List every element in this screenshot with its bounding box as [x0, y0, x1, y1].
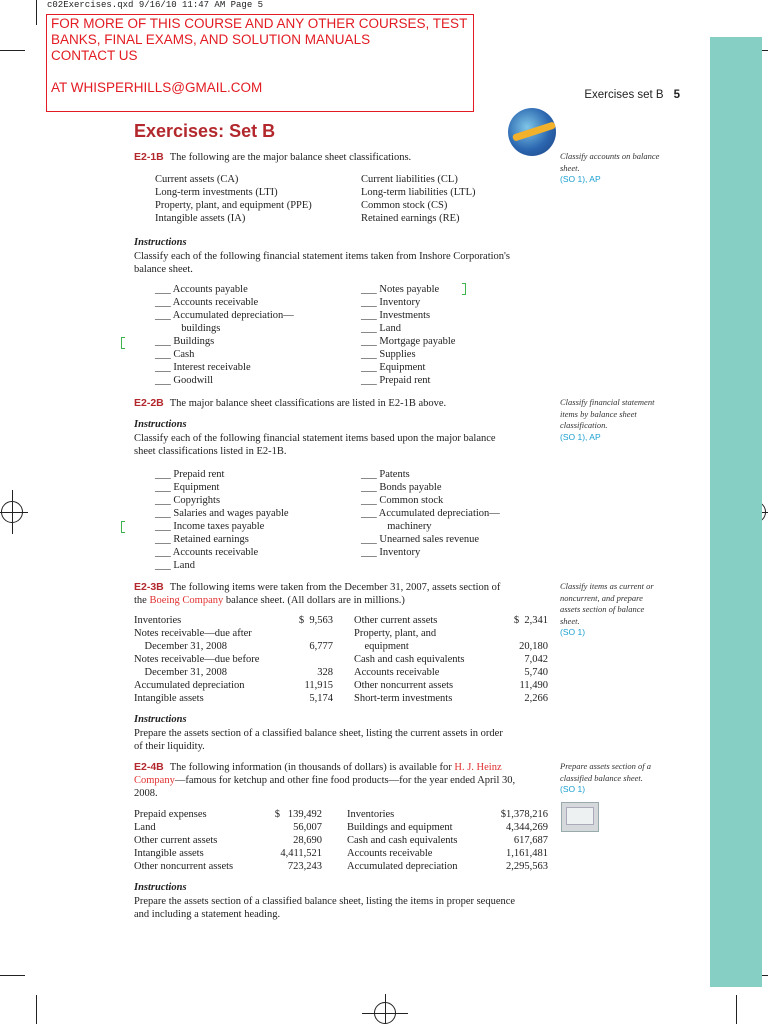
- table-row-label: Notes receivable—due before: [134, 654, 260, 665]
- table-row-label: Notes receivable—due after: [134, 628, 252, 639]
- computer-icon: [561, 802, 599, 832]
- table-row-label: equipment: [354, 641, 409, 652]
- table-row-label: Cash and cash equivalents: [347, 835, 458, 846]
- item-list-right: [361, 283, 455, 387]
- list-item: ___ Salaries and wages payable: [155, 508, 289, 519]
- list-item: ___ Retained earnings: [155, 534, 249, 545]
- edit-bracket-icon: [121, 337, 125, 349]
- instructions-line: Classify each of the following financial statement items based upon the major balance: [134, 433, 496, 444]
- list-item: ___ Notes payable: [361, 284, 440, 295]
- table-row-label: Other current assets: [354, 615, 438, 626]
- intro-text: balance sheet. (All dollars are in millions.): [223, 595, 405, 606]
- instructions-line: of their liquidity.: [134, 741, 205, 752]
- table-row-label: Inventories: [347, 809, 395, 820]
- intro-text: the: [134, 595, 150, 606]
- list-item: ___ Patents: [361, 469, 410, 480]
- crop-mark: [0, 50, 25, 51]
- item-list-left: [155, 283, 294, 387]
- list-item: ___ Accumulated depreciation—: [155, 310, 294, 321]
- list-item: ___ Income taxes payable: [155, 521, 265, 532]
- table-cell-value: $ 139,492: [274, 809, 322, 820]
- list-item: ___ Prepaid rent: [361, 375, 431, 386]
- intro-text: 2008.: [134, 788, 158, 799]
- list-item: ___ Goodwill: [155, 375, 214, 386]
- study-objective-tag: (SO 1), AP: [560, 431, 601, 442]
- list-item: Retained earnings (RE): [361, 213, 460, 224]
- list-item: ___ Accounts receivable: [155, 547, 259, 558]
- table-cell-value: 6,777: [309, 641, 333, 652]
- list-item: Current assets (CA): [155, 174, 239, 185]
- instructions-line: Prepare the assets section of a classified balance sheet, listing the items in proper sequence: [134, 896, 516, 907]
- instructions-line: and including a statement heading.: [134, 909, 281, 920]
- table-row-label: Buildings and equipment: [347, 822, 453, 833]
- page-title: Exercises: Set B: [134, 121, 276, 141]
- promo-line: FOR MORE OF THIS COURSE AND ANY OTHER COURSES, TEST: [51, 16, 468, 31]
- list-item: ___ Bonds payable: [361, 482, 442, 493]
- table-cell-value: 28,690: [293, 835, 322, 846]
- table-cell-value: 5,174: [309, 693, 333, 704]
- instructions-text: [134, 895, 554, 921]
- promo-line: BANKS, FINAL EXAMS, AND SOLUTION MANUALS: [51, 32, 371, 47]
- table-row-label: Accounts receivable: [354, 667, 440, 678]
- instructions-heading: Instructions: [134, 237, 187, 248]
- intro-text: The following are the major balance sheet classifications.: [169, 152, 412, 163]
- classification-list-right: [361, 173, 476, 225]
- list-item: ___ Cash: [155, 349, 195, 360]
- running-head-text: Exercises set B: [584, 89, 664, 101]
- exercise-id: E2-3B: [134, 581, 164, 593]
- crop-mark: [0, 975, 25, 976]
- exercise-intro: [134, 581, 554, 607]
- table-row-label: Intangible assets: [134, 848, 204, 859]
- margin-note-line: Classify items as current or: [560, 581, 654, 591]
- data-table-left-values: [262, 808, 322, 873]
- table-row-label: Short-term investments: [354, 693, 453, 704]
- list-item: ___ Land: [361, 323, 401, 334]
- table-cell-value: 2,295,563: [506, 861, 548, 872]
- list-item: Intangible assets (IA): [155, 213, 246, 224]
- instructions-line: Prepare the assets section of a classified balance sheet, listing the current assets in order: [134, 728, 503, 739]
- classification-list-left: [155, 173, 312, 225]
- table-cell-value: 4,344,269: [506, 822, 548, 833]
- margin-note-line: Prepare assets section of a: [560, 761, 651, 771]
- table-cell-value: $ 9,563: [298, 615, 333, 626]
- table-row-label: Other noncurrent assets: [354, 680, 454, 691]
- table-cell-value: 328: [317, 667, 333, 678]
- instructions-line: sheet classifications listed in E2-1B.: [134, 446, 287, 457]
- list-item: ___ Common stock: [361, 495, 444, 506]
- list-item: ___ Investments: [361, 310, 431, 321]
- list-item: machinery: [361, 521, 432, 532]
- table-cell-value: 617,687: [513, 835, 548, 846]
- instructions-line: Classify each of the following financial statement items taken from Inshore Corporation's: [134, 251, 511, 262]
- margin-note-line: sheet.: [560, 615, 580, 626]
- list-item: ___ Accumulated depreciation—: [361, 508, 500, 519]
- table-row-label: Other noncurrent assets: [134, 861, 234, 872]
- margin-note-line: Classify financial statement: [560, 397, 655, 407]
- margin-note: [560, 397, 678, 443]
- exercise-id: E2-1B: [134, 151, 164, 163]
- table-cell-value: 7,042: [524, 654, 548, 665]
- list-item: ___ Copyrights: [155, 495, 221, 506]
- company-link[interactable]: H. J. Heinz: [454, 762, 502, 773]
- item-list-left: [155, 468, 289, 572]
- margin-note: [560, 151, 678, 186]
- list-item: ___ Unearned sales revenue: [361, 534, 480, 545]
- table-cell-value: [490, 627, 548, 640]
- table-cell-value: $ 2,341: [513, 615, 548, 626]
- margin-note-line: noncurrent, and prepare: [560, 592, 643, 603]
- list-item: ___ Mortgage payable: [361, 336, 456, 347]
- exercise-intro: [134, 397, 554, 410]
- table-cell-value: 11,490: [519, 680, 548, 691]
- table-row-label: December 31, 2008: [134, 641, 228, 652]
- page-side-bar: [710, 37, 762, 987]
- study-objective-tag: (SO 1): [560, 627, 586, 637]
- company-link[interactable]: Boeing Company: [149, 595, 224, 606]
- list-item: ___ Inventory: [361, 297, 421, 308]
- exercise-intro: [134, 761, 554, 800]
- margin-note-line: classified balance sheet.: [560, 772, 643, 783]
- list-item: ___ Accounts payable: [155, 284, 248, 295]
- list-item: Property, plant, and equipment (PPE): [155, 200, 312, 211]
- table-row-label: Prepaid expenses: [134, 809, 207, 820]
- table-row-label: Property, plant, and: [354, 628, 437, 639]
- instructions-heading: Instructions: [134, 714, 187, 725]
- table-cell-value: 11,915: [304, 680, 333, 691]
- crop-mark: [36, 995, 37, 1024]
- table-row-label: December 31, 2008: [134, 667, 228, 678]
- instructions-text: [134, 250, 554, 276]
- exercise-id: E2-4B: [134, 761, 164, 773]
- file-slug: c02Exercises.qxd 9/16/10 11:47 AM Page 5: [47, 0, 264, 10]
- study-objective-tag: (SO 1), AP: [560, 174, 601, 184]
- list-item: Long-term investments (LTI): [155, 187, 278, 198]
- list-item: ___ Equipment: [155, 482, 220, 493]
- instructions-text: [134, 727, 554, 753]
- instructions-text: [134, 432, 554, 458]
- exercise-intro: [134, 151, 554, 164]
- table-row-label: Cash and cash equivalents: [354, 654, 465, 665]
- intro-text: The following items were taken from the December 31, 2007, assets section of: [169, 582, 501, 593]
- list-item: Long-term liabilities (LTL): [361, 187, 476, 198]
- exercise-id: E2-2B: [134, 397, 164, 409]
- table-cell-value: 723,243: [287, 861, 322, 872]
- item-list-right: [361, 468, 500, 559]
- instructions-line: balance sheet.: [134, 264, 193, 275]
- intro-text: The following information (in thousands of dollars) is available for: [169, 762, 455, 773]
- crop-mark: [12, 490, 13, 534]
- edit-bracket-icon: [462, 283, 466, 295]
- list-item: ___ Buildings: [155, 336, 215, 347]
- margin-note-line: assets section of balance: [560, 604, 645, 614]
- list-item: ___ Land: [155, 560, 195, 571]
- instructions-heading: Instructions: [134, 882, 187, 893]
- promo-email: AT WHISPERHILLS@GMAIL.COM: [51, 80, 263, 95]
- running-head: [584, 89, 680, 101]
- table-cell-value: 20,180: [519, 641, 548, 652]
- data-table-right-values: [490, 614, 548, 705]
- list-item: buildings: [155, 323, 221, 334]
- data-table-left-values: [280, 614, 333, 705]
- margin-note: [560, 761, 678, 796]
- margin-note-line: Classify accounts on balance: [560, 151, 660, 161]
- table-cell-value: 56,007: [293, 822, 322, 833]
- margin-note-line: classification.: [560, 420, 608, 430]
- table-cell-value: 4,411,521: [280, 848, 322, 859]
- table-cell-value: [280, 627, 333, 640]
- list-item: ___ Prepaid rent: [155, 469, 225, 480]
- table-cell-value: 1,161,481: [506, 848, 548, 859]
- intro-text: The major balance sheet classifications are listed in E2-1B above.: [169, 398, 447, 409]
- margin-note-line: items by balance sheet: [560, 408, 637, 419]
- list-item: ___ Supplies: [361, 349, 416, 360]
- table-cell-value: 2,266: [524, 693, 548, 704]
- crop-mark: [385, 994, 386, 1024]
- table-cell-value: 5,740: [524, 667, 548, 678]
- table-row-label: Accumulated depreciation: [347, 861, 458, 872]
- list-item: ___ Interest receivable: [155, 362, 251, 373]
- instructions-heading: Instructions: [134, 419, 187, 430]
- margin-note-line: sheet.: [560, 162, 580, 173]
- data-table-right: [347, 808, 497, 873]
- list-item: ___ Accounts receivable: [155, 297, 259, 308]
- page-number: 5: [673, 89, 680, 101]
- crop-mark: [36, 0, 37, 25]
- list-item: Current liabilities (CL): [361, 174, 458, 185]
- table-row-label: Accounts receivable: [347, 848, 433, 859]
- study-objective-tag: (SO 1): [560, 784, 586, 794]
- edit-bracket-icon: [121, 521, 125, 533]
- list-item: ___ Equipment: [361, 362, 426, 373]
- data-table-right-values: [482, 808, 548, 873]
- table-row-label: Accumulated depreciation: [134, 680, 245, 691]
- table-row-label: Inventories: [134, 615, 182, 626]
- crop-mark: [736, 995, 737, 1024]
- list-item: ___ Inventory: [361, 547, 421, 558]
- data-table-right: [354, 614, 504, 705]
- table-row-label: Intangible assets: [134, 693, 204, 704]
- table-row-label: Land: [134, 822, 156, 833]
- margin-note: [560, 581, 678, 639]
- table-cell-value: [280, 653, 333, 666]
- list-item: Common stock (CS): [361, 200, 448, 211]
- crop-mark: [0, 512, 28, 513]
- promo-box: [46, 14, 474, 112]
- promo-line: CONTACT US: [51, 48, 138, 63]
- company-link[interactable]: Company: [134, 775, 175, 786]
- table-row-label: Other current assets: [134, 835, 218, 846]
- intro-text: —famous for ketchup and other fine food products—for the year ended April 30,: [174, 775, 516, 786]
- table-cell-value: $1,378,216: [500, 809, 548, 820]
